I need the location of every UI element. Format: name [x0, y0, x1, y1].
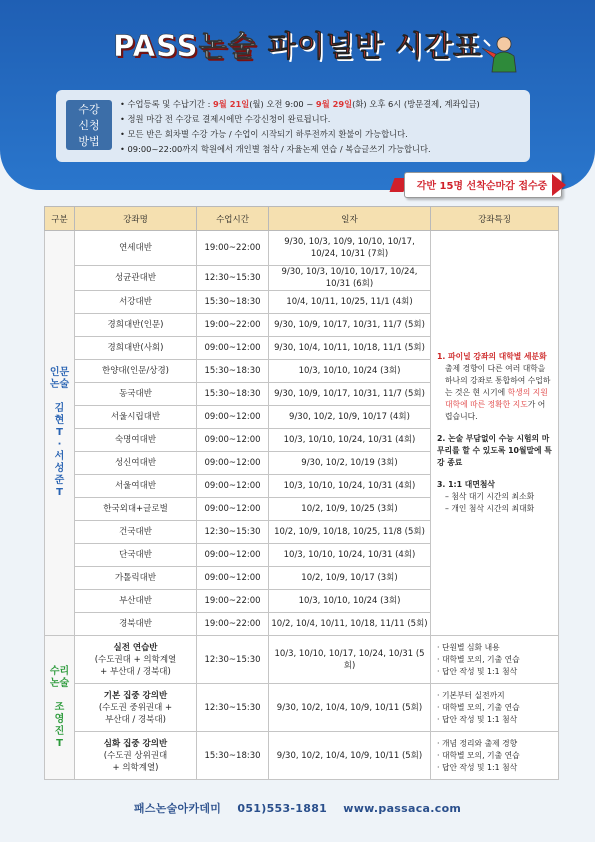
- feature-item: · 답안 작성 및 1:1 첨삭: [437, 714, 518, 724]
- class-dates: 9/30, 10/2, 10/19 (3회): [269, 452, 431, 475]
- course-name: 부산대반: [75, 590, 197, 613]
- class-dates: 10/3, 10/10, 10/17, 10/24, 10/31 (5회): [269, 636, 431, 684]
- header-dates: 일자: [269, 207, 431, 231]
- course-name: 서강대반: [75, 291, 197, 314]
- table-row: [45, 684, 559, 732]
- title-brand: PASS논술: [113, 29, 257, 63]
- class-time: 12:30~15:30: [197, 266, 269, 291]
- info-item-payment: • 정원 마감 전 수강료 결제시에만 수강신청이 완료됩니다.: [120, 114, 331, 124]
- course-title: 심화 집중 강의반: [103, 738, 168, 749]
- info-list: [120, 97, 525, 157]
- class-time: 15:30~18:30: [197, 291, 269, 314]
- table-header-row: [45, 207, 559, 231]
- header-course: 강좌명: [75, 207, 197, 231]
- course-target: (수도권대 + 의학계열: [94, 654, 177, 665]
- header-features: 강좌특징: [431, 207, 559, 231]
- course-name: 경희대반(인문): [75, 314, 197, 337]
- course-name: 서울시립대반: [75, 406, 197, 429]
- course-name: 경희대반(사회): [75, 337, 197, 360]
- course-target: 부산대 / 경북대): [105, 714, 166, 725]
- class-dates: 10/3, 10/10, 10/24 (3회): [269, 590, 431, 613]
- course-name: 건국대반: [75, 521, 197, 544]
- feature-item: · 대학별 모의, 기출 연습: [437, 750, 520, 760]
- course-name: 연세대반: [75, 231, 197, 266]
- course-title: 기본 집중 강의반: [103, 690, 168, 701]
- class-time: 09:00~12:00: [197, 567, 269, 590]
- feature-3-item: – 첨삭 대기 시간의 최소화: [445, 492, 535, 501]
- table-row: [45, 231, 559, 266]
- title-main: 파이널반 시간표: [267, 29, 482, 63]
- banner-text: 각반 15명 선착순마감 접수중: [416, 181, 548, 192]
- info-box: [56, 90, 530, 162]
- course-target: (수도권 중위권대 +: [98, 702, 173, 713]
- course-name: 한양대(인문/상경): [75, 360, 197, 383]
- course-title: 실전 연습반: [113, 642, 158, 653]
- class-dates: 9/30, 10/2, 10/9, 10/17 (4회): [269, 406, 431, 429]
- class-dates: 10/3, 10/10, 10/24, 10/31 (4회): [269, 475, 431, 498]
- class-time: 15:30~18:30: [197, 360, 269, 383]
- class-time: 09:00~12:00: [197, 475, 269, 498]
- course-name: [75, 732, 197, 780]
- header-banner: [0, 0, 595, 190]
- header-time: 수업시간: [197, 207, 269, 231]
- feature-item: · 기본부터 실전까지: [437, 690, 505, 700]
- info-item-academy-hours: • 09:00~22:00까지 학원에서 개인별 첨삭 / 자율논제 연습 / 복습글쓰기 가능합니다.: [120, 144, 431, 154]
- class-dates: 9/30, 10/3, 10/10, 10/17, 10/24, 10/31 (6회): [269, 266, 431, 291]
- info-item-refund: • 모든 반은 회차별 수강 가능 / 수업이 시작되기 하루전까지 환불이 가능합니다.: [120, 129, 408, 139]
- footer-website: www.passaca.com: [343, 802, 462, 815]
- apply-method-label: 수강 신청 방법: [66, 100, 112, 150]
- course-features: [431, 636, 559, 684]
- footer: [0, 800, 595, 816]
- class-dates: 10/2, 10/9, 10/25 (3회): [269, 498, 431, 521]
- feature-3-title: 3. 1:1 대면첨삭: [437, 480, 495, 489]
- class-time: 09:00~12:00: [197, 406, 269, 429]
- class-time: 15:30~18:30: [197, 732, 269, 780]
- course-target: + 부산대 / 경북대): [100, 666, 171, 677]
- class-dates: 10/3, 10/10, 10/24, 10/31 (4회): [269, 544, 431, 567]
- class-dates: 10/3, 10/10, 10/24, 10/31 (4회): [269, 429, 431, 452]
- feature-1-body: 출제 경향이 다른 여러 대학을 하나의 강좌로 통합하여 수업하는 것은 현 시기에 학생의 지원 대학에 따른 정확한 지도가 어렵습니다.: [445, 364, 551, 421]
- first-come-banner: [392, 172, 572, 200]
- class-time: 19:00~22:00: [197, 590, 269, 613]
- class-dates: 10/2, 10/9, 10/17 (3회): [269, 567, 431, 590]
- course-target: (수도권 상위권대: [103, 750, 168, 761]
- course-name: 경북대반: [75, 613, 197, 636]
- class-dates: 10/4, 10/11, 10/25, 11/1 (4회): [269, 291, 431, 314]
- category-humanities: 인문 논술 김 현 T · 서 성 준 T: [45, 231, 75, 636]
- class-time: 09:00~12:00: [197, 429, 269, 452]
- course-name: 한국외대+글로벌: [75, 498, 197, 521]
- feature-item: · 답안 작성 및 1:1 첨삭: [437, 762, 518, 772]
- course-features: [431, 684, 559, 732]
- footer-academy-name: 패스논술아카데미: [133, 802, 222, 815]
- schedule-table: [44, 206, 559, 780]
- course-name: 가톨릭대반: [75, 567, 197, 590]
- course-name: 동국대반: [75, 383, 197, 406]
- class-dates: 9/30, 10/4, 10/11, 10/18, 11/1 (5회): [269, 337, 431, 360]
- class-time: 19:00~22:00: [197, 613, 269, 636]
- class-dates: 9/30, 10/9, 10/17, 10/31, 11/7 (5회): [269, 383, 431, 406]
- class-time: 09:00~12:00: [197, 337, 269, 360]
- class-dates: 10/3, 10/10, 10/24 (3회): [269, 360, 431, 383]
- feature-3-item: – 개인 첨삭 시간의 최대화: [445, 504, 535, 513]
- course-name: 단국대반: [75, 544, 197, 567]
- course-target: + 의학계열): [112, 762, 159, 773]
- course-name: 숙명여대반: [75, 429, 197, 452]
- class-time: 12:30~15:30: [197, 684, 269, 732]
- table-row: [45, 636, 559, 684]
- header-category: 구분: [45, 207, 75, 231]
- class-dates: 9/30, 10/2, 10/4, 10/9, 10/11 (5회): [269, 732, 431, 780]
- class-time: 19:00~22:00: [197, 231, 269, 266]
- feature-2-title: 2. 논술 부담없이 수능 시험의 마무리를 할 수 있도록 10월말에 특강 종료: [437, 434, 552, 467]
- class-dates: 9/30, 10/3, 10/9, 10/10, 10/17, 10/24, 10/31 (7회): [269, 231, 431, 266]
- info-item-period: • 수업등록 및 수납기간 : 9월 21일(월) 오전 9:00 ~ 9월 29일(화) 오후 6시 (방문결제, 계좌입금): [120, 99, 480, 109]
- feature-1-title: 1. 파이널 강좌의 대학별 세분화: [437, 352, 547, 361]
- feature-item: · 대학별 모의, 기출 연습: [437, 702, 520, 712]
- class-time: 12:30~15:30: [197, 636, 269, 684]
- course-features: [431, 732, 559, 780]
- class-time: 19:00~22:00: [197, 314, 269, 337]
- footer-phone: 051)553-1881: [237, 802, 328, 815]
- class-time: 12:30~15:30: [197, 521, 269, 544]
- class-dates: 9/30, 10/9, 10/17, 10/31, 11/7 (5회): [269, 314, 431, 337]
- course-name: 성균관대반: [75, 266, 197, 291]
- class-time: 09:00~12:00: [197, 452, 269, 475]
- course-name: 성신여대반: [75, 452, 197, 475]
- arrow-right-icon: [552, 174, 566, 196]
- mascot-illustration: [480, 34, 524, 74]
- humanities-features: [431, 231, 559, 636]
- category-math: 수리 논술 조 영 진 T: [45, 636, 75, 780]
- class-dates: 9/30, 10/2, 10/4, 10/9, 10/11 (5회): [269, 684, 431, 732]
- class-time: 09:00~12:00: [197, 544, 269, 567]
- class-time: 15:30~18:30: [197, 383, 269, 406]
- table-row: [45, 732, 559, 780]
- course-name: 서울여대반: [75, 475, 197, 498]
- class-dates: 10/2, 10/9, 10/18, 10/25, 11/8 (5회): [269, 521, 431, 544]
- class-time: 09:00~12:00: [197, 498, 269, 521]
- course-name: [75, 684, 197, 732]
- feature-item: · 단원별 심화 내용: [437, 642, 500, 652]
- class-dates: 10/2, 10/4, 10/11, 10/18, 11/11 (5회): [269, 613, 431, 636]
- feature-item: · 개념 정리와 출제 경향: [437, 738, 518, 748]
- course-name: [75, 636, 197, 684]
- feature-item: · 답안 작성 및 1:1 첨삭: [437, 666, 518, 676]
- feature-item: · 대학별 모의, 기출 연습: [437, 654, 520, 664]
